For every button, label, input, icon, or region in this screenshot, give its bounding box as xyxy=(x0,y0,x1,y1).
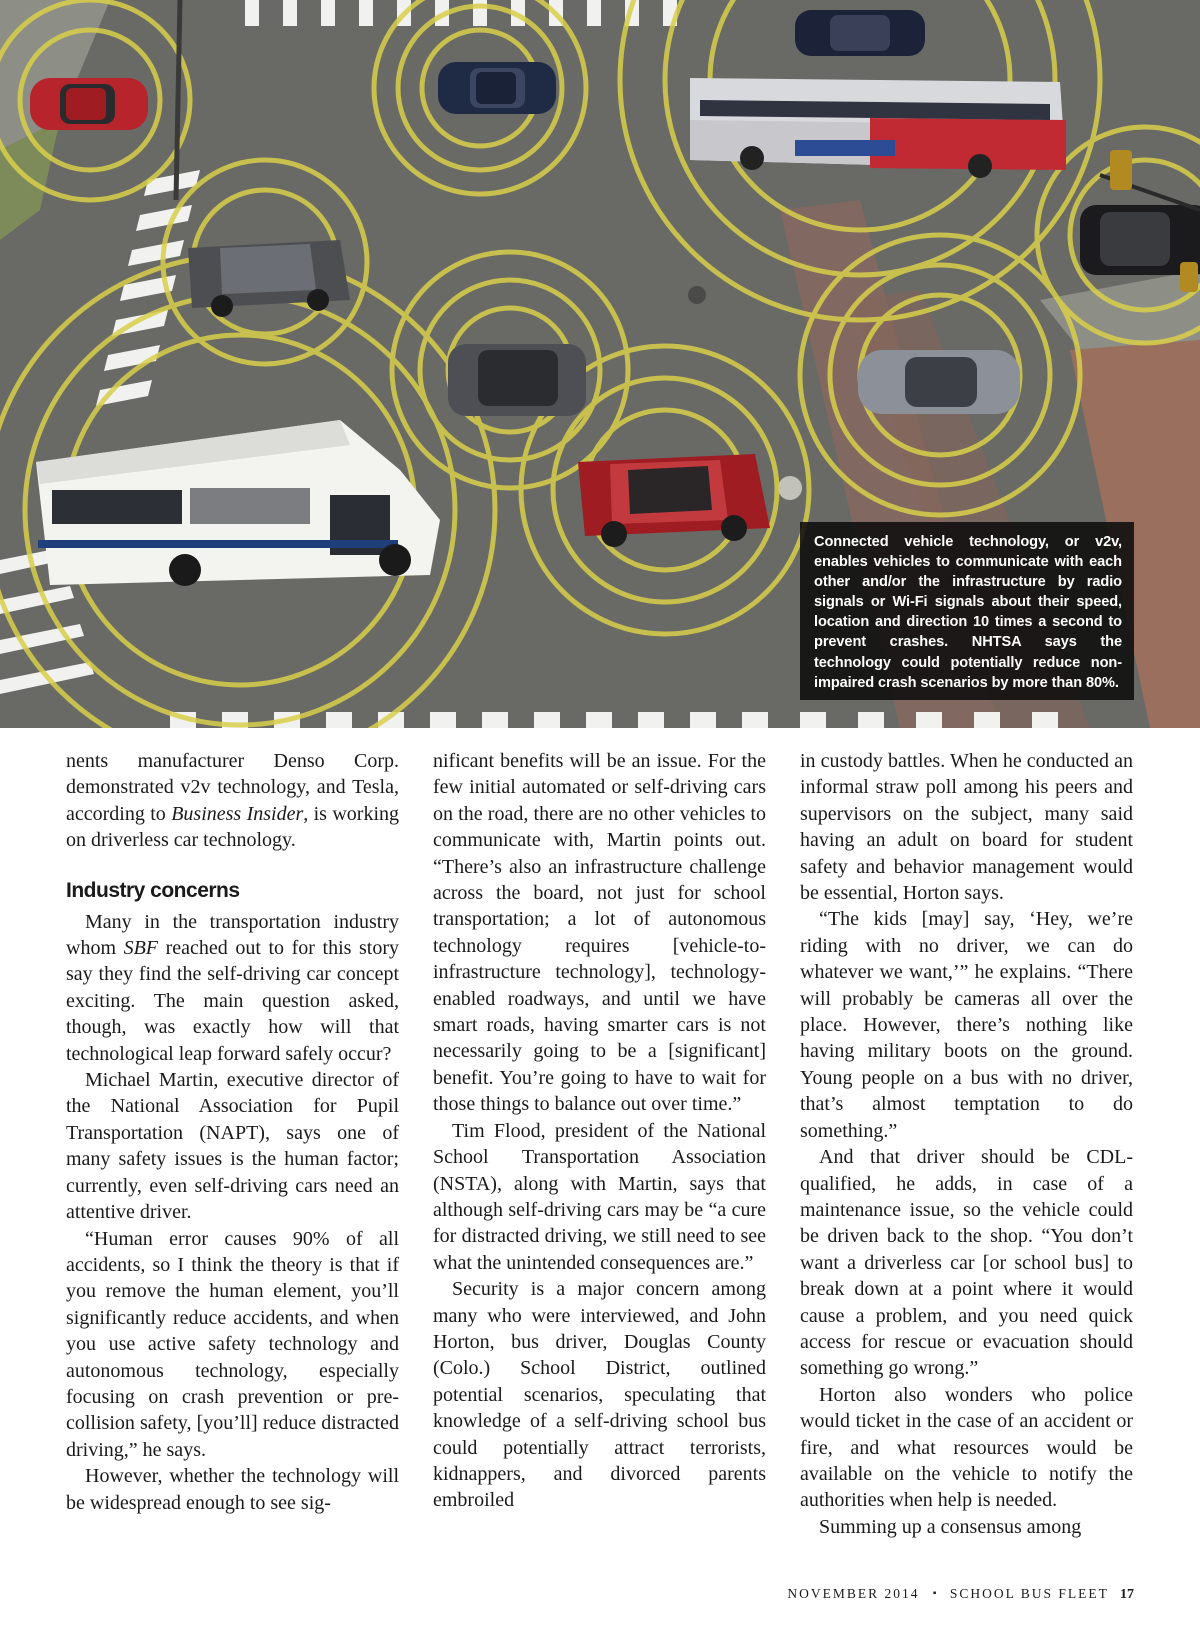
road-marker xyxy=(778,476,802,500)
section-subhead: Industry concerns xyxy=(66,878,240,902)
silver-sedan-right xyxy=(858,350,1020,414)
article-column-1 xyxy=(66,748,399,1516)
red-car-top-left xyxy=(30,78,148,130)
paragraph: Security is a major concern among many who were interviewed, and John Horton, bus driver, Douglas County (Colo.) School District, outlined potential scenarios, speculating that knowledge of a self-driving school bus could potentially attract terrorists, kidnappers, and divorced parents embroiled xyxy=(433,1278,766,1512)
magazine-name: SCHOOL BUS FLEET xyxy=(949,1586,1109,1601)
paragraph: Horton also wonders who police would ticket in the case of an accident or fire, and what resources would be available on the vehicle to notify the authorities when help is needed. xyxy=(800,1383,1133,1512)
text-run: Many in the transportation industry whom xyxy=(66,910,399,960)
text-run: , is working on driverless car technology. xyxy=(66,802,400,852)
paragraph: in custody battles. When he conducted an informal straw poll among his peers and supervisors on the subject, many said having an adult on board for student safety and behavior management would be essential, Horton says. xyxy=(800,750,1133,905)
dark-sedan-top-right xyxy=(795,10,925,56)
hero-photo xyxy=(0,0,1200,728)
gray-suv-center xyxy=(448,344,586,416)
navy-sedan-top xyxy=(438,62,556,114)
paragraph: “Human error causes 90% of all accidents, so I think the theory is that if you remove the human element, you’ll significantly reduce accidents, and when you use active safety technology and autonomous technology, especially focusing on crash prevention or pre-collision safety, [you’ll] reduce distracted driving,” he says. xyxy=(66,1227,399,1461)
paragraph: Summing up a consensus among xyxy=(819,1515,1082,1538)
photo-caption-box xyxy=(800,522,1134,700)
text-run: reached out to for this story say they find the self-driving car concept exciting. The main question asked, though, was exactly how will that technological leap forward safely occur? xyxy=(66,937,400,1065)
publication-name: Business Insider xyxy=(171,802,304,825)
city-bus xyxy=(690,78,1066,178)
paragraph: Michael Martin, executive director of the National Association for Pupil Transportation (NAPT), says one of many safety issues is the human factor; currently, even self-driving cars need an attentive driver. xyxy=(66,1069,399,1224)
paragraph: nificant benefits will be an issue. For the few initial automated or self-driving cars on the road, there are no other vehicles to communicate with, Martin points out. “There’s also an infrastructure challenge across the board, not just for school transportation; a lot of autonomous technology requires [vehicle-to-infrastructure technology], technology-enabled roadways, and until we have smart roads, having smarter cars is not necessarily going to be a [significant] benefit. You’re going to have to wait for those things to balance out over time.” xyxy=(433,750,766,1116)
article-column-2 xyxy=(433,748,766,1514)
photo-caption: Connected vehicle technology, or v2v, enables vehicles to communicate with each other and/or the infrastructure by radio signals or Wi-Fi signals about their speed, location and direction 10 times a second to prevent crashes. NHTSA says the technology could potentially reduce non-impaired crash scenarios by more than 80%. xyxy=(814,534,1122,691)
paragraph: However, whether the technology will be widespread enough to see sig- xyxy=(66,1465,399,1514)
paragraph: “The kids [may] say, ‘Hey, we’re riding with no driver, we can do whatever we want,’” he explains. “There will probably be cameras all over the place. However, there’s nothing like having military boots on the ground. Young people on a bus with no driver, that’s almost temptation to do something.” xyxy=(800,908,1133,1142)
page-number: 17 xyxy=(1120,1587,1134,1602)
paragraph: And that driver should be CDL-qualified, he adds, in case of a maintenance issue, so the vehicle could be driven back to the shop. “You don’t want a driverless car [or school bus] to break down at a point where it would cause a problem, and you need quick access for rescue or evacuation should something go wrong.” xyxy=(800,1146,1133,1380)
issue-date: NOVEMBER 2014 xyxy=(787,1586,920,1601)
folio-separator: ▪ xyxy=(932,1588,937,1599)
manhole xyxy=(688,286,706,304)
paragraph: Tim Flood, president of the National School Transportation Association (NSTA), along with Martin, says that although self-driving cars may be “a cure for distracted driving, we still need to see what the unintended consequences are.” xyxy=(433,1119,766,1274)
paragraph xyxy=(66,909,399,1067)
article-column-3 xyxy=(800,748,1133,1540)
text-run: nents manufacturer Denso Corp. demonstrated v2v technology, and Tesla, according to xyxy=(66,750,399,825)
page-folio xyxy=(787,1586,1134,1603)
publication-name: SBF xyxy=(123,937,159,960)
paragraph xyxy=(66,748,399,854)
